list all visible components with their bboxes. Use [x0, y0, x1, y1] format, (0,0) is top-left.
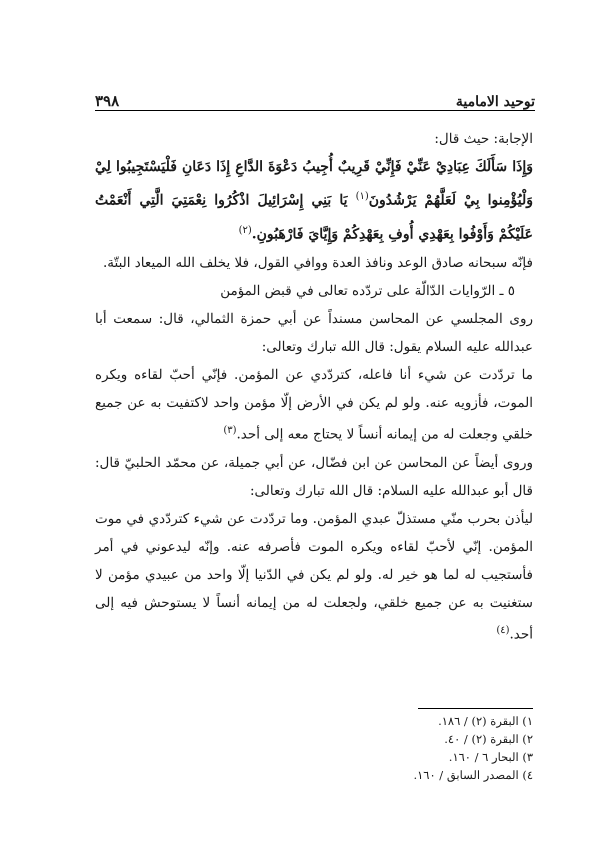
main-text — [95, 125, 533, 648]
footnote-ref-3: (٣) — [223, 425, 237, 437]
hadith-1 — [95, 361, 533, 449]
quran-line-3: عَلَيْكُمْ وَأَوْفُوا بِعَهْدِي أُوفِ بِعَهْدِكُمْ وَإِيَّايَ فَارْهَبُونِ. — [251, 226, 533, 243]
footnote-2: ٢) البقرة (٢) / ٤٠. — [444, 732, 533, 746]
paragraph-1: فإنّه سبحانه صادق الوعد ونافذ العدة ووافي القول، فلا يخلف الله الميعاد البتّة. — [102, 255, 533, 272]
footnote-4: ٤) المصدر السابق / ١٦٠. — [413, 768, 533, 782]
footnote-1: ١) البقرة (٢) / ١٨٦. — [438, 714, 533, 728]
page-number: ٣٩٨ — [95, 92, 120, 110]
quran-verse — [95, 153, 533, 249]
footnote-ref-4: (٤) — [496, 624, 510, 636]
paragraph-3: وروى أيضاً عن المحاسن عن ابن فضّال، عن أبي جميلة، عن محمّد الحلبيّ قال: قال أبو عبدالله عليه السلام: قال الله تبارك وتعالى: — [95, 454, 533, 499]
footnotes — [95, 712, 533, 784]
section-heading-5: ٥ ـ الرّوايات الدّالّة على تردّده تعالى في قبض المؤمن — [220, 283, 515, 300]
hadith-2-text: ليأذن بحرب منّي مستذلّ عبدي المؤمن. وما تردّدت عن شيء كتردّدي في موت المؤمن. إنّي لأحبّ لقاءه ويكره الموت فأصرفه عنه. وإنّه ليدعوني في أمر فأستجيب له لما هو خير له. ولو لم يكن في الدّنيا إلّا واحد من عبيدي مؤمن لا ستغنيت به عن جميع خلقي، ولجعلت له من إيمانه أنساً لا يستوحش فيه إلى أحد. — [95, 510, 533, 643]
quran-line-2: لِيْ وَلْيُؤْمِنوا بِيْ لَعَلَّهُمْ يَرْشُدُونَ — [95, 159, 533, 209]
footnote-ref-2: (٢) — [238, 224, 252, 236]
hadith-1-text: ما تردّدت عن شيء أنا فاعله، كتردّدي عن المؤمن. فإنّي أحبّ لقاءه ويكره الموت، فأزويه عنه. ولو لم يكن في الأرض إلّا مؤمن واحد لاكتفيت به عن جميع خلقي وجعلت له من إيمانه أنساً لا يحتاج معه إلى أحد. — [95, 367, 533, 443]
footnote-ref-1: (١) — [355, 191, 369, 202]
quran-line-1: وَإِذَا سَأَلَكَ عِبَادِيْ عَنِّيْ فَإِنِّيْ قَرِيبٌ أُجِيبُ دَعْوَةَ الدَّاعِ إِذَا دَعَانِ فَلْيَسْتَجِيبُوا — [116, 159, 533, 175]
answer-intro: الإجابة: حيث قال: — [434, 131, 533, 147]
running-title: توحيد الامامية — [455, 94, 535, 110]
running-header — [95, 84, 535, 111]
paragraph-2: روى المجلسي عن المحاسن مسنداً عن أبي حمزة الثمالي، قال: سمعت أبا عبدالله عليه السلام يقول: قال الله تبارك وتعالى: — [95, 311, 533, 356]
footnote-3: ٣) البحار ٦ / ١٦٠. — [448, 750, 533, 764]
quran-line-2b: يَا بَنِي إِسْرَائِيلَ اذْكُرُوا نِعْمَتِيَ الَّتِي أَنْعَمْتُ — [95, 192, 356, 209]
hadith-2 — [95, 505, 533, 649]
footnote-divider — [418, 708, 533, 709]
